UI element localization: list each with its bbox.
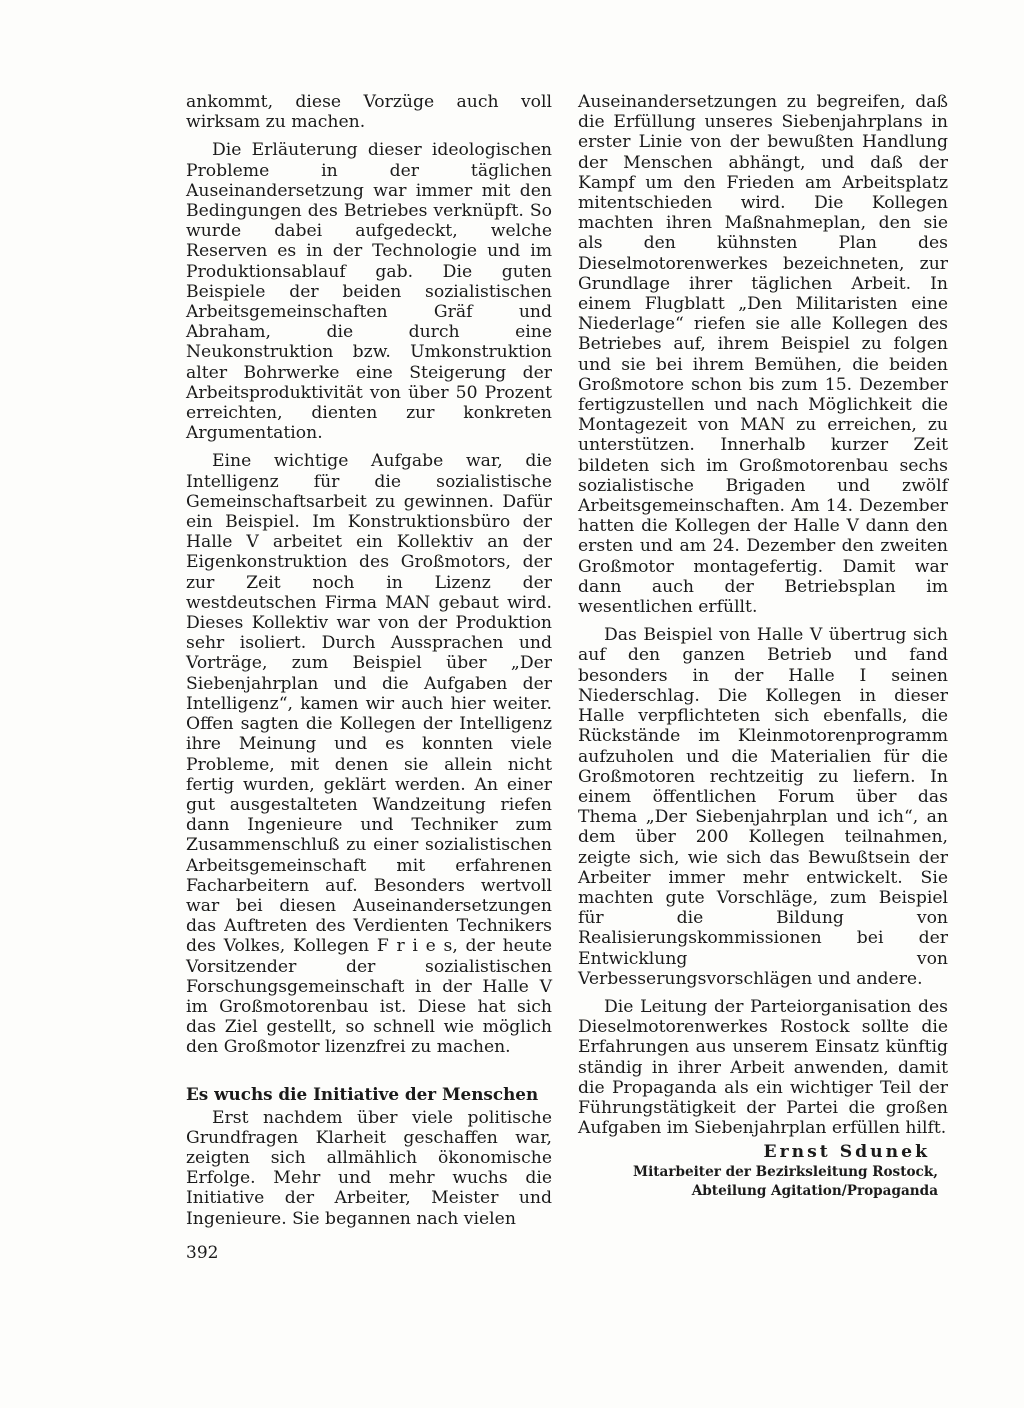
paragraph-initiative: Erst nachdem über viele politische Grundfragen Klarheit geschaffen war, zeigten sich allmählich ökonomische Erfolge. Mehr und mehr wuchs die Initiative der Arbeiter, Meister und Ingenieure. Sie begannen nach vielen: [186, 1107, 552, 1229]
right-column: [578, 92, 948, 1201]
section-heading: Es wuchs die Initiative der Menschen: [186, 1083, 539, 1104]
author-role-line1: Mitarbeiter der Bezirksleitung Rostock,: [633, 1163, 938, 1180]
left-column: [186, 92, 552, 1229]
paragraph-intelligence: Eine wichtige Aufgabe war, die Intelligenz für die sozialistische Gemeinschaftsarbeit zu gewinnen. Dafür ein Beispiel. Im Konstruktionsbüro der Halle V arbeitet ein Kollektiv an der Eigenkonstruktion des Großmotors, der zur Zeit noch in Lizenz der westdeutschen Firma MAN gebaut wird. Dieses Kollektiv war von der Produktion sehr isoliert. Durch Aussprachen und Vorträge, zum Beispiel über „Der Siebenjahrplan und die Aufgaben der Intelligenz“, kamen wir auch hier weiter. Offen sagten die Kollegen der Intelligenz ihre Meinung und es konnten viele Probleme, mit denen sie allein nicht fertig wurden, geklärt werden. An einer gut ausgestalteten Wandzeitung riefen dann Ingenieure und Techniker zum Zusammenschluß zu einer sozialistischen Arbeitsgemeinschaft mit erfahrenen Facharbeitern auf. Besonders wertvoll war bei diesen Auseinandersetzungen das Auftreten des Verdienten Technikers des Volkes, Kollegen F r i e s, der heute Vorsitzender der sozialistischen Forschungsgemeinschaft in der Halle V im Großmotorenbau ist. Diese hat sich das Ziel gestellt, so schnell wie möglich den Großmotor lizenzfrei zu machen.: [186, 451, 552, 1058]
paragraph-continuation: ankommt, diese Vorzüge auch voll wirksam zu machen.: [186, 92, 552, 133]
author-name: Ernst Sdunek: [763, 1142, 930, 1163]
paragraph-conclusion: Die Leitung der Parteiorganisation des Dieselmotorenwerkes Rostock sollte die Erfahrungen aus unserem Einsatz künftig ständig in ihrer Arbeit anwenden, damit die Propaganda als ein wichtiger Teil der Führungstätigkeit der Partei die großen Aufgaben im Siebenjahrplan erfüllen hilft.: [578, 996, 948, 1139]
paragraph-ideological-problems: Die Erläuterung dieser ideologischen Probleme in der täglichen Auseinandersetzung war immer mit den Bedingungen des Betriebes verknüpft. So wurde dabei aufgedeckt, welche Reserven es in der Technologie und im Produktionsablauf gab. Die guten Beispiele der beiden sozialistischen Arbeitsgemeinschaften Gräf und Abraham, die durch eine Neukonstruktion bzw. Umkonstruktion alter Bohrwerke eine Steigerung der Arbeitsproduktivität von über 50 Prozent erreichten, dienten zur konkreten Argumentation.: [186, 140, 552, 444]
paragraph-halle-example: Das Beispiel von Halle V übertrug sich auf den ganzen Betrieb und fand besonders in der Halle I seinen Niederschlag. Die Kollegen in dieser Halle verpflichteten sich ebenfalls, die Rückstände im Kleinmotorenprogramm aufzuholen und die Materialien für die Großmotoren rechtzeitig zu liefern. In einem öffentlichen Forum über das Thema „Der Siebenjahrplan und ich“, an dem über 200 Kollegen teilnahmen, zeigte sich, wie sich das Bewußtsein der Arbeiter immer mehr entwickelt. Sie machten gute Vorschläge, zum Beispiel für die Bildung von Realisierungskommissionen bei der Entwicklung von Verbesserungsvorschlägen und andere.: [578, 625, 948, 989]
paragraph-seven-year-plan: Auseinandersetzungen zu begreifen, daß die Erfüllung unseres Siebenjahrplans in erster Linie von der bewußten Handlung der Menschen abhängt, und daß der Kampf um den Frieden am Arbeitsplatz mitentschieden wird. Die Kollegen machten ihren Maßnahmeplan, den sie als den kühnsten Plan des Dieselmotorenwerkes bezeichneten, zur Grundlage ihrer täglichen Arbeit. In einem Flugblatt „Den Militaristen eine Niederlage“ riefen sie alle Kollegen des Betriebes auf, ihrem Beispiel zu folgen und sie bei ihrem Bemühen, die beiden Großmotore schon bis zum 15. Dezember fertigzustellen und nach Möglichkeit die Montagezeit von MAN zu erreichen, zu unterstützen. Innerhalb kurzer Zeit bildeten sich im Großmotorenbau sechs sozialistische Brigaden und zwölf Arbeitsgemeinschaften. Am 14. Dezember hatten die Kollegen der Halle V dann den ersten und am 24. Dezember den zweiten Großmotor montagefertig. Damit war dann auch der Betriebsplan im wesentlichen erfüllt.: [578, 92, 948, 618]
page-number: 392: [186, 1243, 219, 1263]
author-role-line2: Abteilung Agitation/Propaganda: [691, 1182, 938, 1199]
